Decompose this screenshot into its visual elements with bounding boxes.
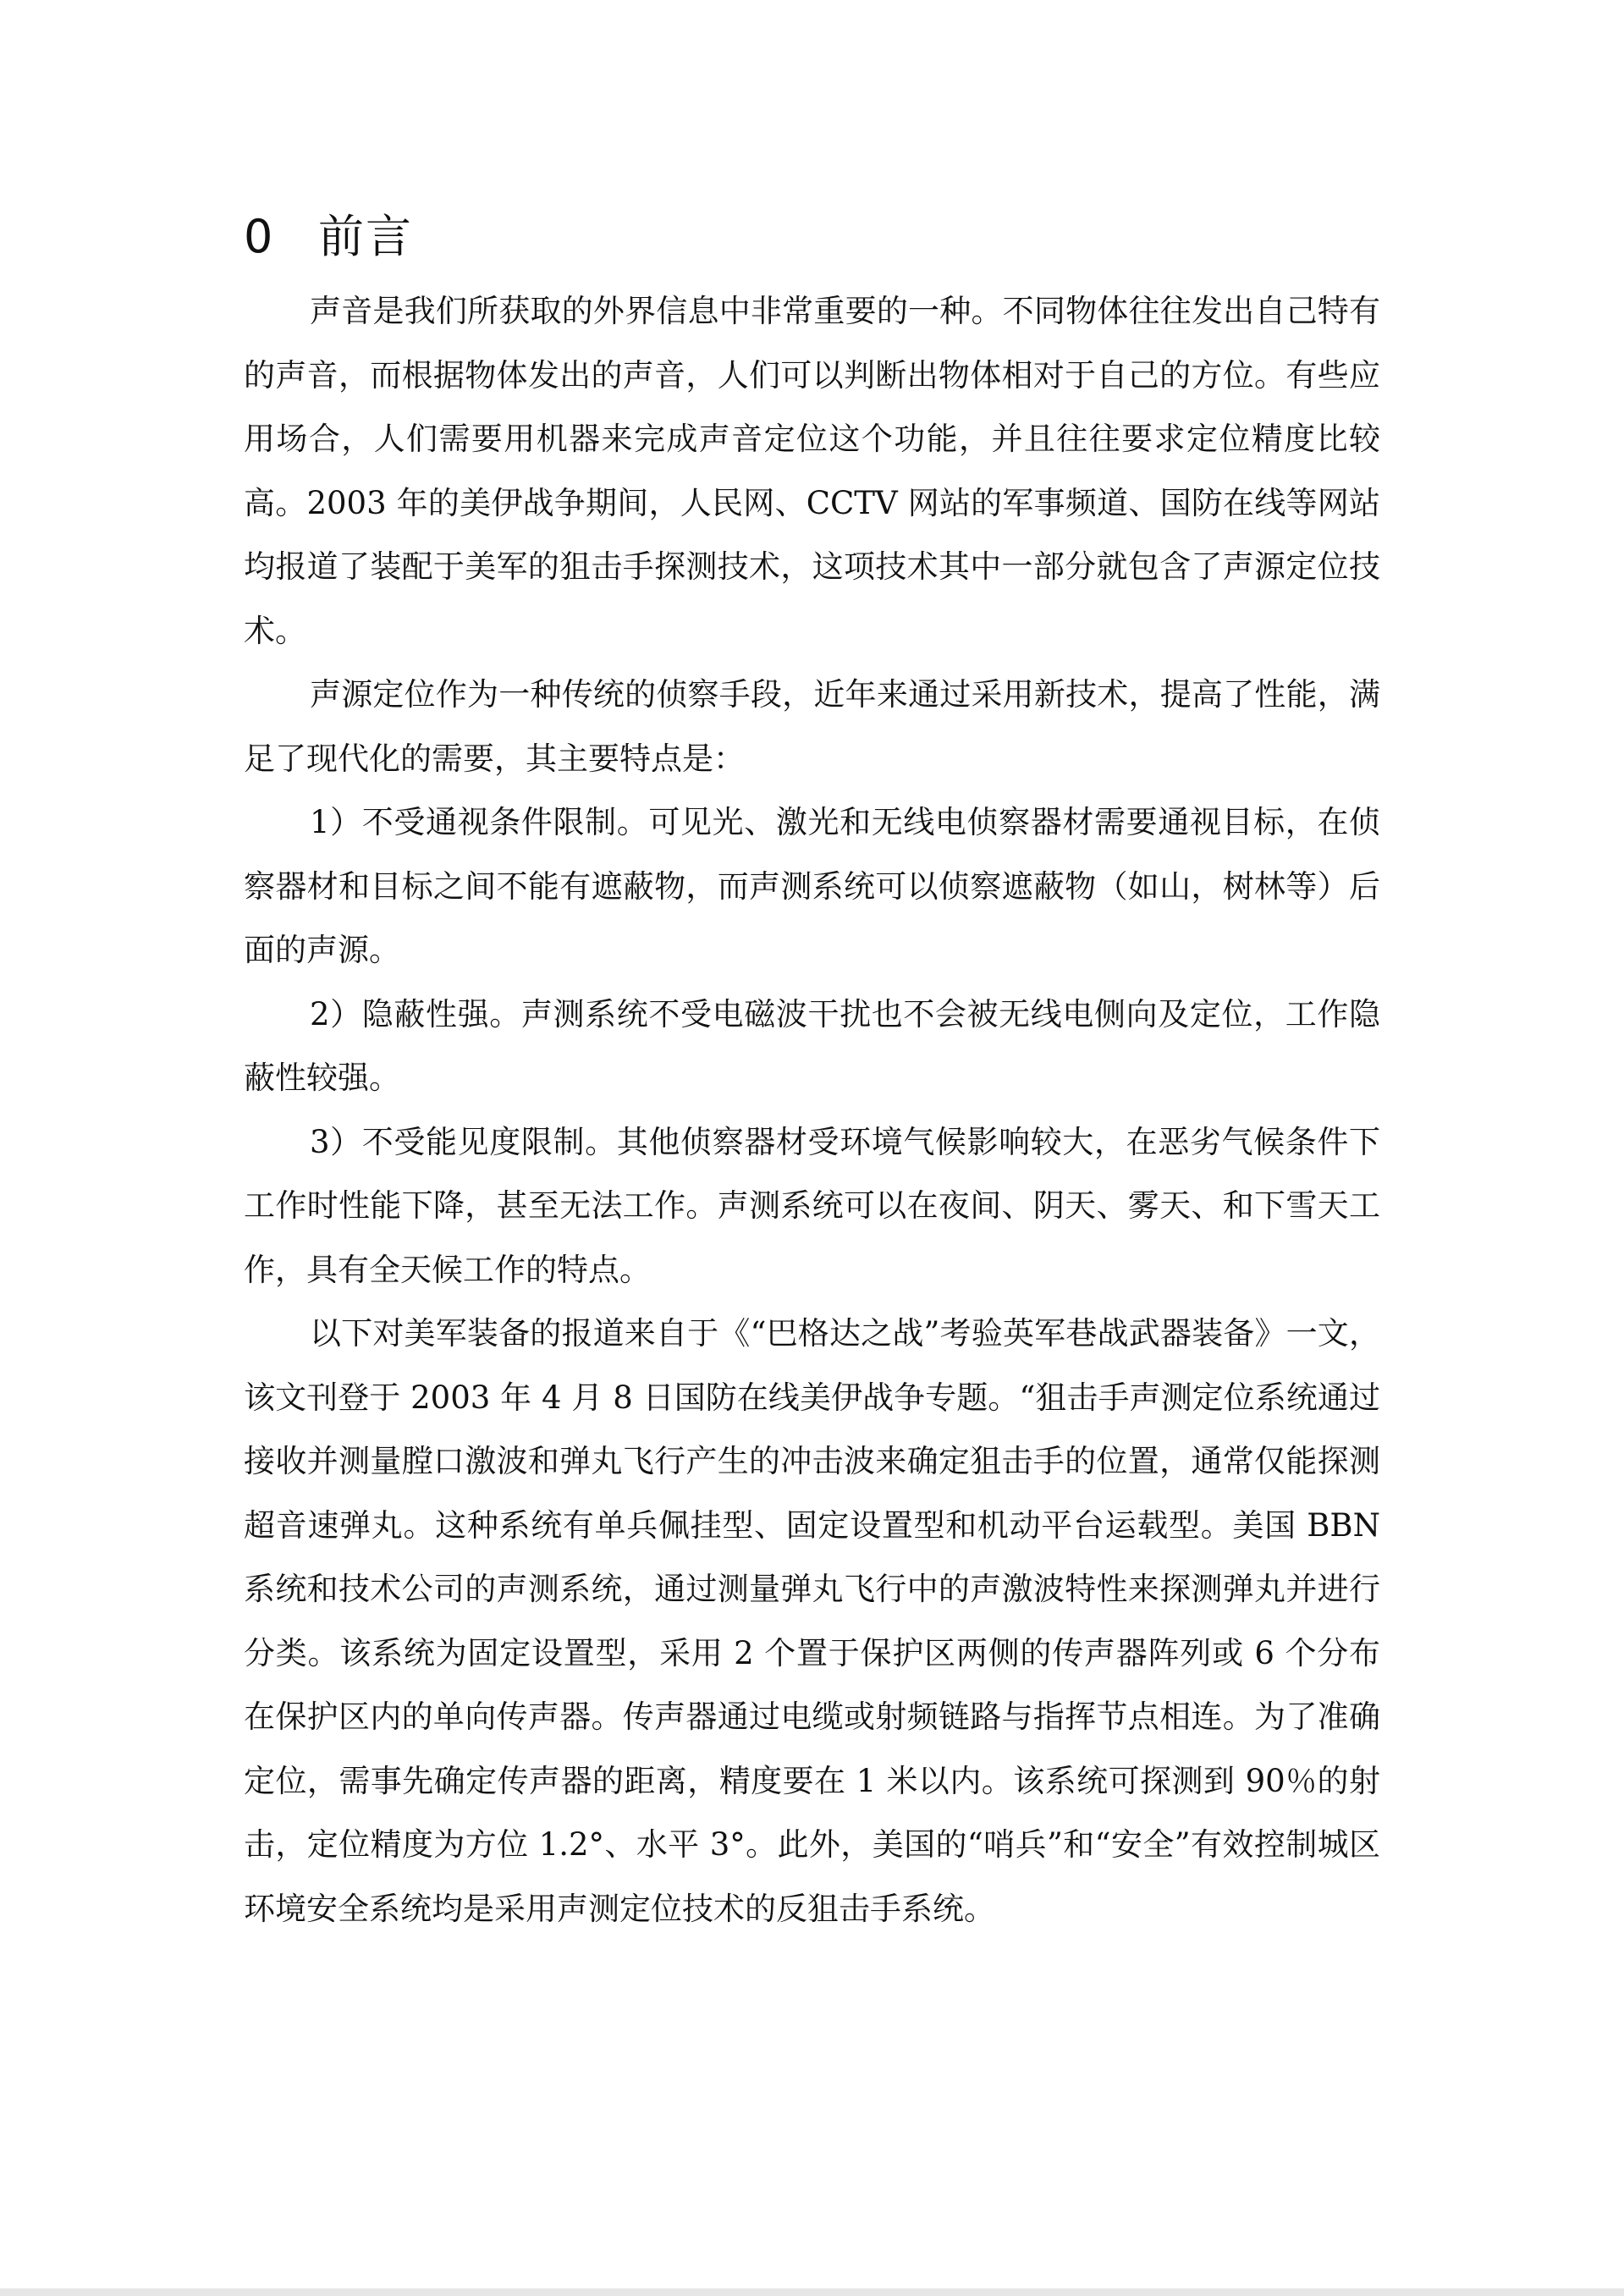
paragraph-intro: 声音是我们所获取的外界信息中非常重要的一种。不同物体往往发出自己特有的声音，而根据物体发出的声音，人们可以判断出物体相对于自己的方位。有些应用场合，人们需要用机器来完成声音定位这个功能，并且往往要求定位精度比较高。2003 年的美伊战争期间，人民网、CCTV 网站的军事频道、国防在线等网站均报道了装配于美军的狙击手探测技术，这项技术其中一部分就包含了声源定位技术。 <box>244 293 1380 649</box>
paragraph-feature-1: 1）不受通视条件限制。可见光、激光和无线电侦察器材需要通视目标，在侦察器材和目标之间不能有遮蔽物，而声测系统可以侦察遮蔽物（如山，树林等）后面的声源。 <box>244 804 1380 968</box>
paragraph-feature-2: 2）隐蔽性强。声测系统不受电磁波干扰也不会被无线电侧向及定位，工作隐蔽性较强。 <box>244 995 1380 1096</box>
paragraph-features-lead: 声源定位作为一种传统的侦察手段，近年来通过采用新技术，提高了性能，满足了现代化的需要，其主要特点是： <box>244 676 1380 777</box>
paragraph-report: 以下对美军装备的报道来自于《“巴格达之战”考验英军巷战武器装备》一文，该文刊登于 2003 年 4 月 8 日国防在线美伊战争专题。“狙击手声测定位系统通过接收并测量膛口激波和弹丸飞行产生的冲击波来确定狙击手的位置，通常仅能探测超音速弹丸。这种系统有单兵佩挂型、固定设置型和机动平台运载型。美国 BBN 系统和技术公司的声测系统，通过测量弹丸飞行中的声激波特性来探测弹丸并进行分类。该系统为固定设置型，采用 2 个置于保护区两侧的传声器阵列或 6 个分布在保护区内的单向传声器。传声器通过电缆或射频链路与指挥节点相连。为了准确定位，需事先确定传声器的距离，精度要在 1 米以内。该系统可探测到 90％的射击，定位精度为方位 1.2°、水平 3°。此外，美国的“哨兵”和“安全”有效控制城区环境安全系统均是采用声测定位技术的反狙击手系统。 <box>244 1315 1380 1927</box>
document-body <box>244 279 1380 1941</box>
page-bottom-edge <box>0 2288 1624 2296</box>
paragraph-feature-3: 3）不受能见度限制。其他侦察器材受环境气候影响较大，在恶劣气候条件下工作时性能下降，甚至无法工作。声测系统可以在夜间、阴天、雾天、和下雪天工作，具有全天候工作的特点。 <box>244 1123 1380 1288</box>
section-title: 前言 <box>318 210 413 263</box>
section-heading <box>244 203 413 271</box>
section-number: 0 <box>244 210 275 263</box>
